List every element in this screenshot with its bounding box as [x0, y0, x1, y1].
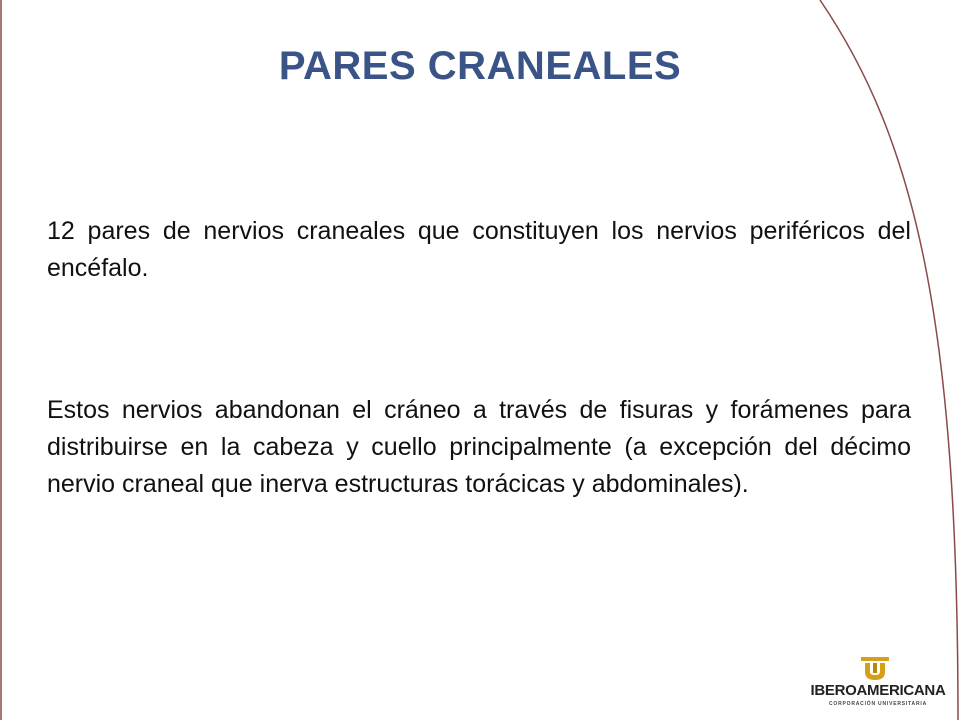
logo-name: IBEROAMERICANA	[810, 682, 946, 699]
logo-subtitle: CORPORACIÓN UNIVERSITARIA	[829, 701, 927, 707]
paragraph-definition: 12 pares de nervios craneales que constituyen los nervios periféricos del encéfalo.	[47, 217, 911, 282]
university-emblem-icon	[860, 656, 890, 682]
iberoamericana-logo	[808, 656, 948, 716]
paragraph-distribution: Estos nervios abandonan el cráneo a través de fisuras y forámenes para distribuirse en la cabeza y cuello principalmente (a excepción del décimo nervio craneal que inerva estructuras torácicas y abdominales).	[47, 396, 911, 498]
slide-title: PARES CRANEALES	[278, 44, 682, 88]
